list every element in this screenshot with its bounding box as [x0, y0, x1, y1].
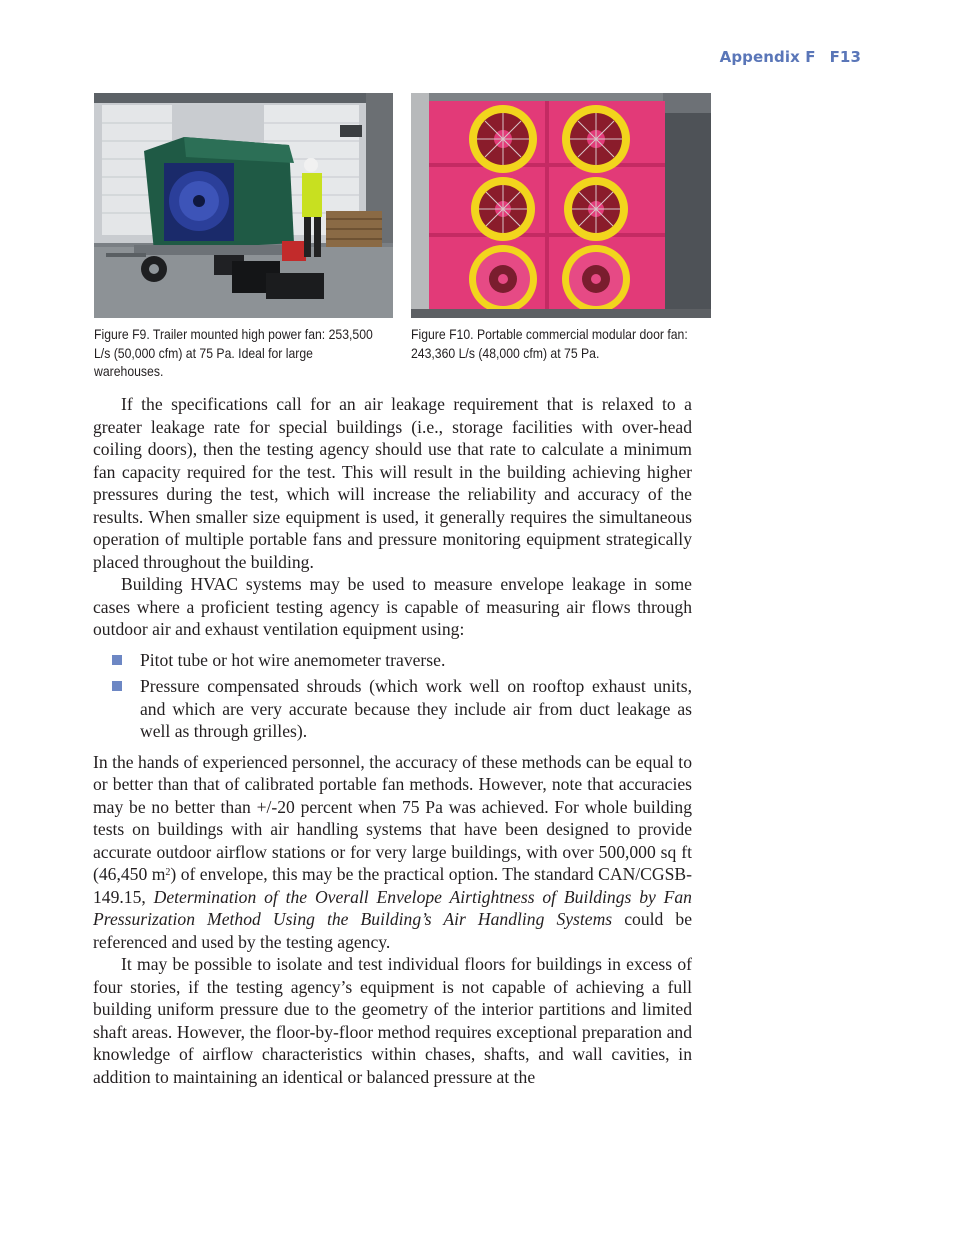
header-page-number: F13	[829, 48, 861, 66]
fan-top-right	[562, 105, 630, 173]
header-section: Appendix F	[719, 48, 816, 66]
fan-bottom-right	[562, 245, 630, 313]
paragraph-hvac-systems: Building HVAC systems may be used to measure envelope leakage in some cases where a proficient testing agency is capable of measuring air flows through outdoor air and exhaust ventilation equipment using:	[93, 574, 692, 639]
list-item-text: Pitot tube or hot wire anemometer traverse.	[140, 649, 446, 670]
trailer-fan-illustration	[94, 93, 393, 318]
figure-f9-photo	[94, 93, 393, 318]
paragraph-fan-capacity: If the specifications call for an air leakage requirement that is relaxed to a greater leakage rate for special buildings (i.e., storage facilities with over-head coiling doors), then the testing agency should use that rate to calculate a minimum fan capacity required for the test. This will result in the building achieving higher pressures during the test, which will increase the reliability and accuracy of the results. When smaller size equipment is used, it generally requires the simultaneous operation of multiple portable fans and pressure monitoring equipment strategically placed throughout the building.	[93, 394, 692, 572]
square-bullet-icon	[112, 655, 122, 665]
list-item	[93, 675, 692, 743]
paragraph-floor-by-floor: It may be possible to isolate and test individual floors for buildings in excess of four stories, if the testing agency’s equipment is not capable of achieving a full building uniform pressure due to the geometry of the interior partitions and limited shaft areas. However, the floor-by-floor method requires exceptional preparation and knowledge of airflow characteristics within chases, shafts, and wall cavities, in addition to maintaining an identical or balanced pressure at the	[93, 954, 692, 1087]
square-bullet-icon	[112, 681, 122, 691]
standard-title: Determination of the Overall Envelope Airtightness of Buildings by Fan Pressurization Method Using the Building’s Air Handling Systems	[93, 886, 692, 929]
body-text	[93, 393, 692, 1088]
measurement-method-list	[93, 649, 692, 743]
fan-middle-left	[471, 177, 535, 241]
list-item	[93, 649, 692, 672]
running-header	[0, 48, 861, 66]
list-item-text: Pressure compensated shrouds (which work well on rooftop exhaust units, and which are very accurate because they include air from duct leakage as well as through grilles).	[140, 676, 692, 741]
figure-f10-caption: Figure F10. Portable commercial modular door fan: 243,360 L/s (48,000 cfm) at 75 Pa.	[411, 327, 688, 361]
fan-middle-right	[564, 177, 628, 241]
paragraph-accuracy: In the hands of experienced personnel, the accuracy of these methods can be equal to or better than that of calibrated portable fan methods. However, note that accuracies may be no better than +/-20 percent when 75 Pa was achieved. For whole building tests on buildings with air handling systems that have been designed to provide accurate outdoor airflow stations or for very large buildings, with over 500,000 sq ft (46,450 $m^2$) of envelope, this may be the practical option. The standard CAN/CGSB-149.15, Determination of the Overall Envelope Airtightness of Buildings by Fan Pressurization Method Using the Building’s Air Handling Systems could be referenced and used by the testing agency.	[93, 751, 692, 952]
figure-f9-caption: Figure F9. Trailer mounted high power fan: 253,500 L/s (50,000 cfm) at 75 Pa. Ideal for large warehouses.	[94, 327, 373, 379]
figure-f10-photo	[411, 93, 711, 318]
fan-top-left	[469, 105, 537, 173]
fan-bottom-left	[469, 245, 537, 313]
modular-door-fan-illustration	[411, 93, 711, 318]
